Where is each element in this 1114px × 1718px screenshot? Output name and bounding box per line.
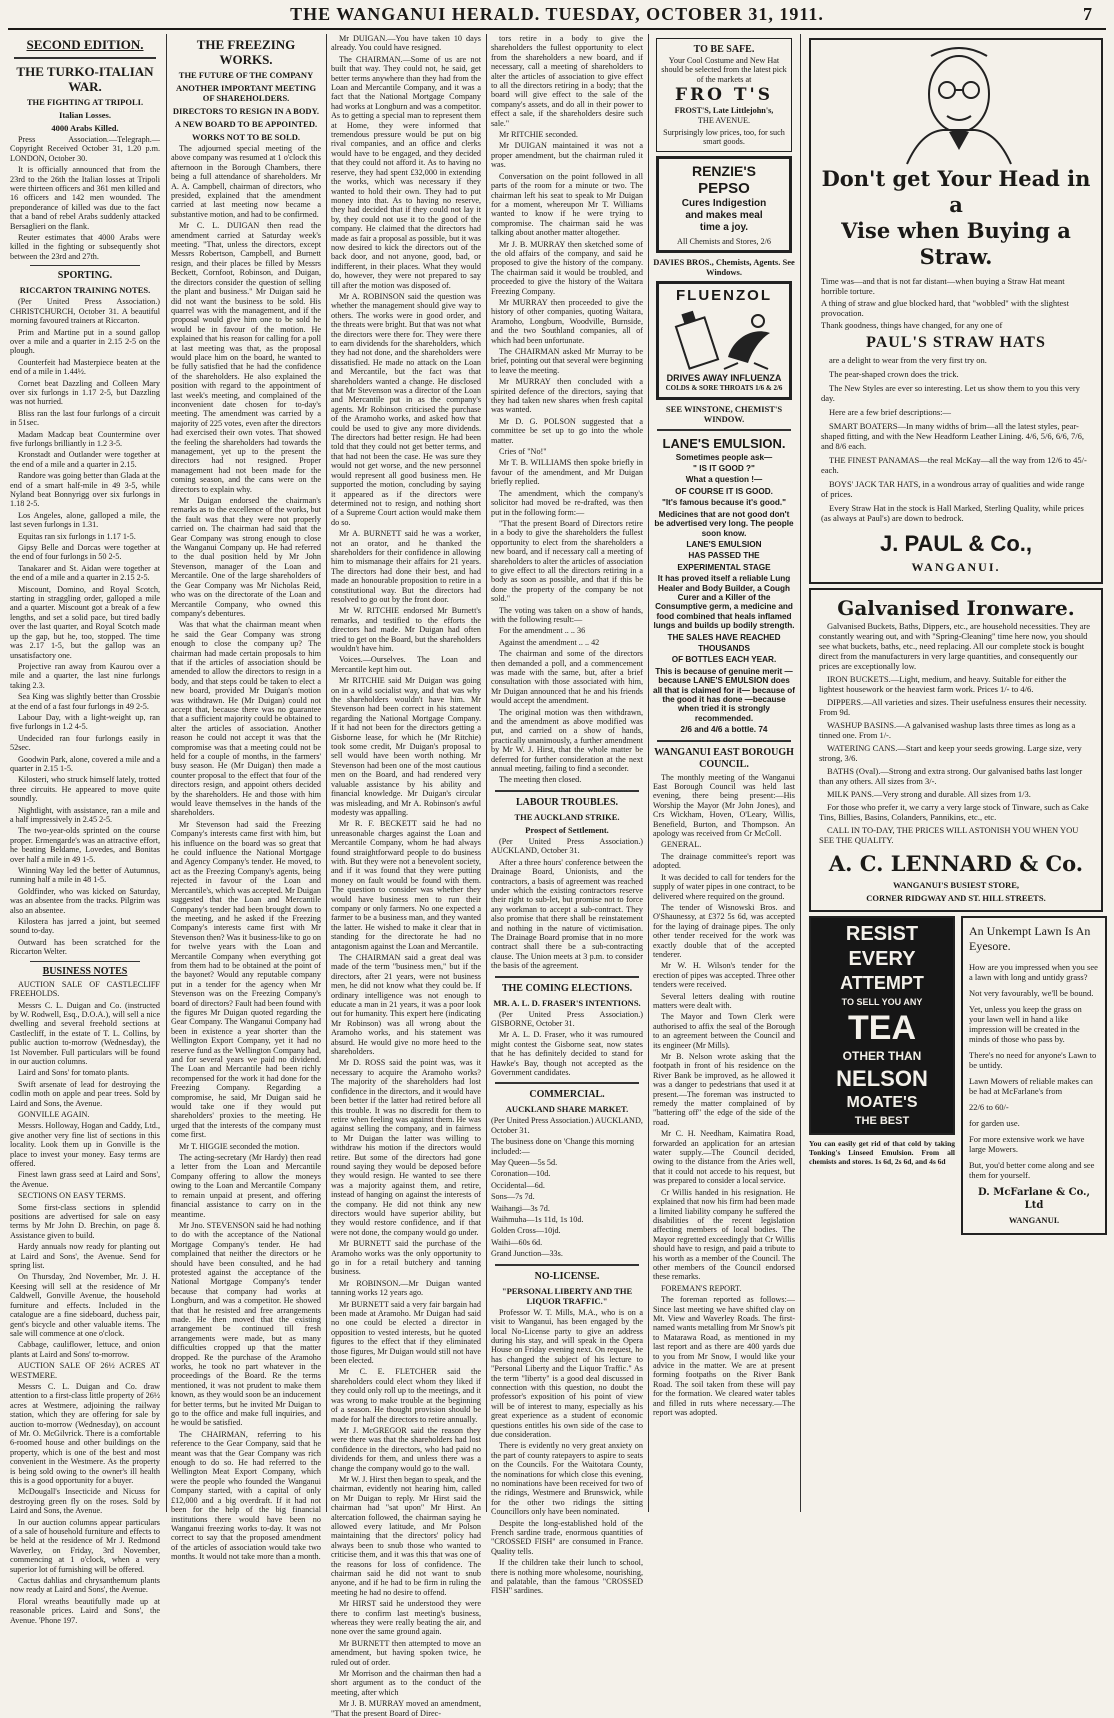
- paragraph: Mr J. McGREGOR said the reason they were there was that the shareholders had lost confidence in the directors, who had paid no dividends for them, and unless there was a change the company would go to the wall.: [331, 1425, 481, 1473]
- share-line: Occidental—6d.: [491, 1180, 545, 1190]
- paragraph: Mr C. L. DUIGAN then read the amendment carried at Saturday week's meeting. "That, unless the directors, except Messrs Robertson, Campbell, and Burnett resign, and their places be filled by Messrs Beckett, Cornfoot, Robinson, and Duigan, the directors consider the question of selling the plant and business." Mr Duigan said he did not want the business to be sold. His quarrel was with the management, and if the proposal would give him one to be sold he would be in favour of the motion. He explained that his reason for calling for a poll at last meeting was that, as the proposal would place him on the board, he wanted to be fully satisfied that he had the confidence of the shareholders. He also explained the position with regard to the appointment of last week's meeting, and complained of the inconvenient date chosen for to-day's meeting. The amendment was carried by a majority of 225 votes, even after the directors had exercised their own votes. That showed the feeling the shareholders had towards the management, yet up to the present the directors had not resigned. Proper management had not been made for the coming season, and the cans were on the directors to explain why.: [171, 221, 321, 494]
- column-3: [331, 34, 481, 1718]
- paragraph: SECTIONS ON EASY TERMS.: [18, 1191, 126, 1201]
- lane-line: "It's famous because it's good.": [661, 498, 787, 508]
- paragraph: Mr C. E. FLETCHER said the shareholders could elect whom they liked if they could only roll up to the meetings, and it was wrong to make trouble at the beginning of a season. He thought provision should be made for half the directors to retire annually.: [331, 1367, 481, 1424]
- paragraph: Projective ran away from Kaurou over a mile and a quarter, the last nine furlongs taking 2.3.: [10, 661, 160, 690]
- license-article: [491, 1308, 643, 1596]
- paragraph: Thank goodness, things have changed, for any one of: [821, 320, 1003, 330]
- paragraph: A thing of straw and glue blocked hard, that "wobbled" with the slightest provocation.: [821, 298, 1069, 318]
- paragraph: There is evidently no very great anxiety on the part of county ratepayers to aspire to seats on the Councils. For the Waitotara County, the nominations for which close this evening, no nominations have been received for two of the ridings, Westmere and Brunswick, while for the other two ridings the sitting Councillors only have been nominated.: [491, 1441, 643, 1517]
- paragraph: Messrs. Holloway, Hogan and Caddy, Ltd., give another very fine list of sections in this locality. Look them up in Gonville is the place to invest your money. Easy terms are offered.: [10, 1121, 160, 1168]
- paragraph: Kilostera has jarred a joint, but seemed sound to-day.: [10, 917, 160, 936]
- paragraph: Despite the long-established hold of the French sardine trade, enormous quantities of "CROSSED FISH" are consumed in France. Quality tells.: [491, 1518, 643, 1556]
- lane-line: THE SALES HAVE REACHED: [667, 632, 781, 642]
- paragraph: Mr Stevenson had said the Freezing Company's interests came first with him, but his influence on the board was so great that he could influence the National Mortgage and Agency Company's tender. He moved, to act as the Freezing Company's agents, being rejected in favour of the Loan and Mercantile's, which was accepted. Mr Duigan suggested that the Loan and Mercantile Company's tender had been brought down to the meeting, and he asked if the Freezing Company's interests came first with Mr Stevenson then? Was it business-like to go on for twelve years with the Loan and Mercantile Company when everything got from them had to be obtained at the point of the bayonet? Would any reputable company put in a tender for the agency when Mr Stevenson was on the Freezing Company's board of directors? Fault had been found with the figures Mr Duigan quoted regarding the Gear Company. The Wanganui Company had been in existence a year shorter than the Wellington Export Company, yet it had no reserve fund as the Wellington Company had, and for several years we paid no dividend. The Loan and Mercantile had been richly recompensed for the work it had done for the Freezing Company. Regarding a compromise, he said, Mr Duigan said he would take one if they would put shareholders' proxies to the meeting. He urged that the interests of the company must come first.: [171, 819, 321, 1140]
- paragraph: are a delight to wear from the very first try on.: [829, 355, 987, 365]
- column-rule: [166, 34, 167, 1512]
- paragraph: Mr Jno. STEVENSON said he had nothing to do with the acceptance of the National Mortgage Company's tender. He had complained that neither the directors or he should have been consulted, and he had protested against the acceptance of the National Mortgage Company's tender because that company had works at Longburn, and was a competitor. He showed that that he resisted and free arrangements made. He then moved that the existing arrangement be continued till fresh arrangements were made, but as many difficulties cropped up that the matter dropped. Re the purchase of the Aramoho works, he took no part whatever in the proceedings of the Board. Re the terms mentioned, it was not prudent to make them known, as they would soon be an inducement for better terms, but he invited Mr Duigan to go to the office and make full inquiries, and he would be satisfied.: [171, 1220, 321, 1428]
- paragraph: For the amendment .. .. 36: [499, 626, 586, 636]
- share-line: May Queen—5s 5d.: [491, 1158, 558, 1168]
- paragraph: Cornet beat Dazzling and Colleen Mary over six furlongs in 1.17 2-5, but Dazzling was not hurried.: [10, 378, 160, 407]
- lane-line: OF BOTTLES EACH YEAR.: [671, 655, 777, 665]
- paragraph: BATHS (Oval).—Strong and extra strong. Our galvanised baths last longer than any others. All sizes from 3/-.: [819, 766, 1083, 786]
- paragraph: GONVILLE AGAIN.: [18, 1109, 90, 1119]
- paragraph: The New Styles are ever so interesting. Let us show them to you this very day.: [821, 383, 1080, 403]
- paragraph: Every Straw Hat in the stock is Hall Marked, Sterling Quality, while prices (as always at Paul's) are down to bedrock.: [821, 503, 1084, 523]
- lennard-name: A. C. LENNARD & Co.: [828, 851, 1084, 876]
- paragraph: SMART BOATERS—In many widths of brim—all the latest styles, pear-shaped fitting, and with the New Headform Leather Lining. 4/6, 5/6, 6/6, 7/6, and 8/6 each.: [821, 421, 1084, 451]
- freezing-article: [171, 144, 321, 1562]
- paragraph: Mr R. F. BECKETT said he had no unreasonable charges against the Loan and Mercantile Company, whom he had always found straightforward people to do business with. But they were not a benevolent society, and if it was found that they were putting money on fault would be found with them. The question to consider was whether they would have business men to run their company or only farmers. No one expected a farmer to be a business man, and they wanted the latter. He wished to make it clear that in standing for the directorate he had no antagonism against the Loan and Mercantile.: [331, 819, 481, 951]
- paragraph: Mr D. G. POLSON suggested that a committee be set up to go into the whole matter.: [491, 416, 643, 445]
- paragraph: Kilosteri, who struck himself lately, trotted three circuits. He appeared to move quite soundly.: [10, 775, 160, 804]
- paragraph: The Mayor and Town Clerk were authorised to affix the seal of the Borough to an agreement between the Council and its engineer (Mr Mills).: [653, 1012, 795, 1050]
- license-subheading: "PERSONAL LIBERTY AND THE LIQUOR TRAFFIC.": [501, 1285, 633, 1306]
- pepso-line: and makes meal: [685, 209, 763, 221]
- paragraph: WASHUP BASINS.—A galvanised washup lasts three times as long as a tinned one. From 1/-.: [819, 720, 1076, 740]
- paragraph: Professor W. T. Mills, M.A., who is on a visit to Wanganui, has been engaged by the local No-License party to give an address during his stay, and will speak in the Opera House on Friday evening next. On request, he has changed the subject of his lecture to "Personal Liberty and the Liquor Traffic." As the term "liberty" is a good deal discussed in connection with this question, no doubt the professor's exposition of his point of view will be of interest to many, especially as his great experience as a student of economic questions entitles his own side of the case to due consideration.: [491, 1307, 643, 1439]
- share-line: Sons—7s 7d.: [491, 1192, 535, 1202]
- galv-headline: Galvanised Ironware.: [837, 596, 1075, 620]
- rule: [495, 1264, 639, 1266]
- mcfarlane-advert: [961, 916, 1107, 1235]
- lawn-line: 22/6 to 60/-: [969, 1102, 1009, 1112]
- paragraph: Cries of "No!": [499, 447, 547, 457]
- freezing-subheading: DIRECTORS TO RESIGN IN A BODY.: [172, 106, 320, 116]
- paragraph: Mr RITCHIE said Mr Duigan was going on in a wild socialist way, and that was why the shareholders wouldn't have him. Mr Stevenson had been correct in his statement regarding the National Mortgage Company. If it had not been for the directors getting a Gisborne lease, for which he (Mr Ritchie) took some credit, Mr Duigan's proposal to sell would have been worth nothing. Mr Stevenson had been one of the most cautious men on the Board, and had rendered very valuable assistance by his ability and financial knowledge. Mr Duigan's circular was misleading, and Mr A. Robinson's awful modesty was appalling.: [331, 676, 481, 817]
- council-article: [653, 773, 795, 1418]
- share-line: Waihmuha—1s 11d, 1s 10d.: [491, 1215, 584, 1225]
- lawn-line: There's no need for anyone's Lawn to be untidy.: [969, 1050, 1097, 1070]
- share-line: Coronation—10d.: [491, 1169, 551, 1179]
- paragraph: The tender of Wisnowski Bros. and O'Shaunessy, at £372 5s 6d, was accepted for the laying of drainage pipes. The only other tender received for the work was exactly double that of the accepted tenderer.: [653, 902, 795, 959]
- business-heading: BUSINESS NOTES: [42, 965, 128, 977]
- lane-line: THOUSANDS: [698, 643, 750, 653]
- column-rule: [486, 34, 487, 1512]
- pauls-heading: PAUL'S STRAW HATS: [866, 334, 1046, 351]
- commercial-article: [491, 1116, 643, 1258]
- paragraph: AUCTION SALE OF 26½ ACRES AT WESTMERE.: [10, 1361, 160, 1380]
- paragraph: Cabbage, cauliflower, lettuce, and onion plants at Laird and Sons' to-morrow.: [10, 1340, 160, 1359]
- masthead-title: THE WANGANUI HERALD. TUESDAY, OCTOBER 31, 1911.: [290, 4, 824, 24]
- paragraph: Hardy annuals now ready for planting out at Laird and Sons', the Avenue. Send for spring list.: [10, 1242, 160, 1271]
- lane-line: What a question !—: [685, 475, 763, 485]
- paragraph: Mr Morrison and the chairman then had a short argument as to the conduct of the meeting, after which: [331, 1669, 481, 1697]
- lane-line: OF COURSE IT IS GOOD.: [675, 486, 773, 496]
- paragraph: Outward has been scratched for the Riccarton Welter.: [10, 937, 160, 957]
- tea-word: TEA: [848, 1009, 916, 1047]
- lawn-headline: An Unkempt Lawn Is An Eyesore.: [969, 924, 1091, 953]
- paragraph: The amendment, which the company's solicitor had moved be re-drafted, was then put in the following form:—: [491, 488, 643, 517]
- paragraph: Mr T. B. WILLIAMS then spoke briefly in favour of the amendment, and Mr Duigan briefly replied.: [491, 458, 643, 487]
- lawn-line: How are you impressed when you see a lawn with long and untidy grass?: [969, 962, 1098, 982]
- tea-word: EVERY: [848, 948, 916, 970]
- pepso-name: PEPSO: [698, 179, 750, 197]
- paragraph: McDougall's Insecticide and Nicuss for destroying green fly on the roses. Sold by Laird and Sons, the Avenue.: [10, 1487, 160, 1516]
- paragraph: Bliss ran the last four furlongs of a circuit in 51sec.: [10, 408, 160, 428]
- freezing-heading: THE FREEZING WORKS.: [196, 37, 296, 67]
- lawn-line: But, you'd better come along and see them for yourself.: [969, 1160, 1095, 1180]
- masthead: [0, 4, 1114, 28]
- lane-heading: LANE'S EMULSION.: [662, 435, 786, 451]
- rule: [495, 976, 639, 978]
- paul-advert: [809, 38, 1103, 584]
- share-line: The business done on 'Change this morning included:—: [491, 1137, 634, 1156]
- freezing-article-end: [491, 34, 643, 785]
- paragraph: Madam Madcap beat Countermine over five furlongs brilliantly in 1.2 3-5.: [10, 429, 160, 448]
- labour-subheading: Prospect of Settlement.: [525, 824, 609, 835]
- council-heading: WANGANUI EAST BOROUGH COUNCIL.: [654, 746, 794, 770]
- fluenzol-line: COLDS & SORE THROATS 1/6 & 2/6: [665, 384, 783, 393]
- paragraph: The monthly meeting of the Wanganui East Borough Council was held last evening, there being present:—His Worship the Mayor (Mr John Jones), and Crs Wickham, Hoven, O'Leary, Willis, Benefield, Burton, and Thompson. An apology was received from Cr McColl.: [653, 772, 795, 839]
- fluenzol-line: DRIVES AWAY INFLUENZA: [666, 373, 782, 384]
- paragraph: Randore was going better than Glada at the end of a smart half-mile in 49 3-5, while Nyland beat Bonnyrigg over six furlongs in 1.18 2-5.: [10, 471, 160, 509]
- paragraph: It is officially announced that from the 23rd to the 26th the Italian losses at Tripoli were thirteen officers and 361 men killed and 16 officers and 142 men wounded. The preponderance of killed was due to the fact that a band of rebel Arabs suddenly attacked Bersaglieri on the flank.: [10, 165, 160, 231]
- paragraph: On Thursday, 2nd November, Mr. J. H. Keesing will sell at the residence of Mr Caldwell, Gonville Avenue, the household furniture and effects. Included in the catalogue are a fine sideboard, duchess pair, gent's bicycle and other valuable items. The sale will commence at one o'clock.: [10, 1272, 160, 1338]
- paragraph: Undecided ran four furlongs easily in 52sec.: [10, 733, 160, 753]
- lane-line: Sometimes people ask—: [675, 452, 773, 462]
- paragraph: Mr BURNETT said the purchase of the Aramoho works was the only opportunity to go in for a retail butchery and tanning business.: [331, 1239, 481, 1277]
- paragraph: It was decided to call for tenders for the supply of water pipes in one contract, to be delivered where required on the ground.: [653, 872, 795, 901]
- rule: [657, 429, 791, 431]
- column-6: [806, 34, 1106, 1512]
- paragraph: Mr D. ROSS said the point was, was it necessary to acquire the Aramoho works? The majority of the shareholders had lost confidence in the directors, and it would have been better if the latter had retired before all this trouble. It was no discredit for them to retire when feeling was against them. He was against selling the company, and in fairness to Mr Duigan the latter was willing to withdraw his motion if the directors would retire. But some of the directors had gone round saying they would be deposed before they would resign. He wanted to see there was a majority against them, and retire, instead of hanging on against the interests of the company. He did not think any new directors would have superior ability, but they would restore confidence, and if that were not done, the company would go under.: [331, 1058, 481, 1237]
- page-number: 7: [1083, 4, 1092, 24]
- paragraph: Mr DUIGAN maintained it was not a proper amendment, but the chairman ruled it was.: [491, 141, 643, 170]
- fluenzol-bottle-illustration: [664, 307, 784, 371]
- rule: [14, 57, 156, 59]
- paragraph: Against the amendment .. .. 42: [499, 637, 600, 647]
- elections-heading: THE COMING ELECTIONS.: [501, 982, 633, 994]
- business-article: [10, 980, 160, 1625]
- paragraph: FOREMAN'S REPORT.: [661, 1283, 742, 1293]
- paragraph: Here are a few brief descriptions:—: [829, 407, 952, 417]
- share-line: Golden Cross—10jd.: [491, 1226, 561, 1236]
- frost-heading: TO BE SAFE.: [693, 44, 755, 55]
- paragraph: The chairman and some of the directors then demanded a poll, and a commencement was made with the same, but, after a brief consultation with those associated with him, Mr Duigan announced that he and his friends would accept the amendment.: [491, 649, 643, 706]
- lawn-article: [969, 962, 1099, 1180]
- paragraph: The acting-secretary (Mr Hardy) then read a letter from the Loan and Mercantile Company offering to allow the moneys owing to the Loan and Mercantile Company to remain unpaid at present, and offering financial assistance to carry on in the meantime.: [171, 1153, 321, 1219]
- paragraph: Messrs C. L. Duigan and Co. draw attention to a first-class little property of 26½ acres at Westmere, adjoining the railway station, which they are offering for sale by auction to-morrow (Wednesday), on account of Mr. O. McGilvrick. There is a comfortable 6-roomed house and other buildings on the property, which is one of the best and most convenient in the Westmere. As the property is being sold owing to the owner's ill health this is a good opportunity for a buyer.: [10, 1381, 160, 1485]
- lawn-line: Lawn Mowers of reliable makes can be had at McFarlane's from: [969, 1076, 1093, 1096]
- labour-subheading: THE AUCKLAND STRIKE.: [514, 811, 620, 822]
- paragraph: Messrs C. L. Duigan and Co. (instructed by W. Rodwell, Esq., D.O.A.), will sell a nice dwelling and several freehold sections at Castlecliff, in the estate of T. L. Collins, by public auction to-morrow (Wednesday), the 1st November. Full particulars will be found in our auction columns.: [10, 1000, 160, 1066]
- paragraph: Tanakarer and St. Aidan were together at the end of a mile and a quarter in 2.15 2-5.: [10, 563, 160, 583]
- lane-line: 2/6 and 4/6 a bottle. 74: [680, 725, 768, 735]
- paragraph: Mr W. J. Hirst then began to speak, and the chairman, evidently not hearing him, called on Mr Duigan to reply. Mr Hirst said the chairman had "sat upon" Mr Hirst. An altercation followed, the chairman saying he allowed every latitude, and Mr Polson maintaining that the directors' policy had always been to snub those who wanted to criticise them, and it was this that was one of the reasons for loss of confidence. The chairman said he did not want to snub anyone, and if he had to be firm in ruling the meeting he had no desire to offend.: [331, 1474, 481, 1597]
- paragraph: Goodwin Park, alone, covered a mile and a quarter in 2.15 1-5.: [10, 754, 160, 773]
- edition-heading: SECOND EDITION.: [26, 37, 144, 52]
- tea-advert: [809, 916, 955, 1135]
- pepso-line: time a joy.: [699, 221, 749, 233]
- paragraph: The CHAIRMAN.—Some of us are not built that way. They could not, he said, get better terms anywhere than they had from the Loan and Mercantile Company, and it was a fact that the National Mortgage Company had works at Longburn and was a competitor. As to getting a special man to represent them at Home, they were informed that tremendous pressure would be put on big rival companies, and an office and clerks would have to be engaged, and they decided that they could not afford it. As to having no reserve, they had spent £32,000 in extending the works, which was necessary if they wanted to hold their own. They had to put money into that. As to having no reserve, they had decided that if they could not lay it by, they could not use it to the good of the company. He claimed that the directors had made as fair a proposal as possible, but it was now desired to kick the directors out of the back door, and not anyone, good, bad, or indifferent, in their places. What they would do, however, they were not prepared to say till after the motion was disposed of.: [331, 54, 481, 290]
- paragraph: Kronstadt and Outlander were together at the end of a mile and a quarter in 2.15.: [10, 450, 160, 469]
- paragraph: Mr C. H. Needham, Kaimatira Road, forwarded an application for an artesian water supply.—The Council decided, owing to the distance from the Aries well, that it could not accede to his request, but was prepared to consider a local service.: [653, 1129, 795, 1186]
- pepso-advert: [656, 156, 792, 253]
- paragraph: If the children take their lunch to school, there is nothing more wholesome, nourishing, and palatable, than the famous "CROSSED FISH" sardines.: [491, 1558, 643, 1596]
- column-rule: [326, 34, 327, 1512]
- paragraph: The meeting then closed.: [499, 775, 582, 785]
- tea-word: MOATE'S: [846, 1094, 918, 1111]
- paragraph: GENERAL.: [661, 840, 702, 850]
- rule: [657, 740, 791, 742]
- paragraph: AUCTION SALE OF CASTLECLIFF FREEHOLDS.: [10, 979, 160, 999]
- winstone-line: SEE WINSTONE, CHEMIST'S WINDOW.: [665, 403, 783, 424]
- paragraph: After a three hours' conference between the Drainage Board, Unionists, and the contractors, a basis of agreement was reached under which the existing contractors reserve their right to sub-let, but promise not to force any workman to accept a sub-contract. They also promise that there shall be reinstatement and nothing in the nature of victimisation. The Drainage Board promise that in no more contract shall there be a sub-contracting clause. The Union meets at 3 p.m. to consider the basis of the agreement.: [491, 857, 643, 971]
- paragraph: The two-year-olds sprinted on the course proper. Ermengarde's was an attractive effort, he beating Beldame, Lovedes, and Bonitas over half a mile in 49 1-5.: [10, 826, 160, 864]
- davies-line: DAVIES BROS., Chemists, Agents. See Windows.: [653, 257, 795, 278]
- rule: [30, 265, 140, 266]
- elections-subheading: MR. A. L. D. FRASER'S INTENTIONS.: [493, 997, 641, 1008]
- fluenzol-advert: [656, 281, 792, 399]
- paragraph: The CHAIRMAN said a great deal was made of the term "business men," but if the directors, after 21 years, were not business men, he did not know what they could be. If ordinary intelligence was not enough to educate a man in 21 years, it was a poor look out for humanity. This expert here (indicating Mr Robinson) was all wrong about the Aramoho works, and his statement was absurd. He would give no more heed to the shareholders.: [331, 953, 481, 1057]
- tea-word: ATTEMPT: [840, 973, 924, 993]
- paragraph: (Per United Press Association.) AUCKLAND, October 31.: [491, 836, 643, 856]
- freezing-article-continued: [331, 34, 481, 1718]
- paragraph: Miscount, Domino, and Royal Scotch, starting in straggling order, galloped a mile and a quarter. Miscount got a break of a few lengths, and set a solid pace, but tired badly over the last quarter, and Royal Scotch made up the gap, but he, too, stopped. The time was 2.17 1-5, but the gallop was an unsatisfactory one.: [10, 584, 160, 660]
- bottom-adverts: [809, 916, 1103, 1286]
- pepso-brand: RENZIE'S: [691, 162, 756, 179]
- frost-advert: [656, 38, 792, 152]
- man-portrait-illustration: [821, 46, 1097, 166]
- paragraph: Mr T. HIGGIE seconded the motion.: [179, 1141, 300, 1151]
- paragraph: tors retire in a body to give the shareholders the fullest opportunity to elect from the shareholders a new board, and if necessary, call a meeting of shareholders to alter the articles of association to give effect to all the directors retiring in a body; that the board will give effect to the sale of the company's assets, and do all in their power to effect a sale, if the shareholders desire such sale.": [491, 34, 643, 128]
- paragraph: Several letters dealing with routine matters were dealt with.: [653, 991, 795, 1010]
- column-rule: [648, 34, 649, 1512]
- paragraph: Winning Way led the better of Autumnus, running half a mile in 48 1-5.: [10, 866, 160, 885]
- paragraph: Sea King was slightly better than Crossbie at the end of a fast four furlongs in 49 2-5.: [10, 692, 160, 711]
- pauls-article: [821, 355, 1091, 523]
- paragraph: Mr Duigan endorsed the chairman's remarks as to the excellence of the works, but the fault was that they were not properly carried on. The chairman had said that the Gear Company was strong enough to close the Wanganui Company up. He had referred to the dual position held by Mr John Stevenson, manager of the Loan and Mercantile. One of the large shareholders of the Gear Company was Mr Nicholas Reid, who was on the directorate of the Loan and Mercantile Company, who owned this company's debentures.: [171, 496, 321, 618]
- lane-line: EXPERIMENTAL STAGE: [677, 562, 771, 572]
- column-2: [171, 34, 321, 1562]
- paragraph: Goldfinder, who was kicked on Saturday, was an absentee from the tracks. Pilgrim was also an absentee.: [10, 886, 160, 915]
- paragraph: The drainage committee's report was adopted.: [653, 851, 795, 871]
- paragraph: The CHAIRMAN, referring to his reference to the Gear Company, said that he meant was that the Gear Company was rich enough to do so. He had referred to the Wellington Meat Export Company, which were the people who founded the Wanganui Company started, with a capital of only £12,000 and a big overdraft. If it had not been for the help of the big financial institutions there would have been no Wanganui freezing works to-day. It was not correct to say that the proposed amendment of the articles of association would take two months. It would not take more than a month.: [171, 1429, 321, 1562]
- commercial-subheading: AUCKLAND SHARE MARKET.: [505, 1104, 629, 1115]
- lane-line: It has proved itself a reliable Lung Healer and Body Builder, a Cough Curer and a Killer of the Consumptive germ, a medicine and food combined that heals inflamed lungs and builds up bodily strength.: [653, 574, 795, 631]
- share-line: (Per United Press Association.) AUCKLAND, October 31.: [491, 1116, 643, 1135]
- share-line: Grand Junction—33s.: [491, 1249, 563, 1259]
- paragraph: Mr A. BURNETT said he was a worker, not an orator, and he thanked the shareholders for their confidence in allowing him to mismanage their affairs for 21 years. The directors had done their best, and had made an honourable proposition to retire in a constitutional way. But the directors had resolved to go out by the front door.: [331, 529, 481, 604]
- paragraph: "That the present Board of Directors retire in a body to give the shareholders the fullest opportunity to elect from the shareholders a new board, and if necessary call a meeting of shareholders to alter the articles of association to give effect to all the directors retiring in a body as soon as possible, and that if this be done the property of the company be not sold.": [491, 518, 643, 604]
- paragraph: Some first-class sections in splendid positions are advertised for sale on easy terms by Mr John D. Brechin, on page 8. Assistance given to build.: [10, 1202, 160, 1240]
- rule: [495, 1082, 639, 1084]
- paragraph: DIPPERS.—All varieties and sizes. Their usefulness ensures their necessity. From 9d.: [819, 697, 1087, 717]
- sporting-subheading: RICCARTON TRAINING NOTES.: [19, 285, 151, 296]
- tea-advert-wrap: [809, 916, 955, 1166]
- paragraph: Floral wreaths beautifully made up at reasonable prices. Laird and Sons', the Avenue. 'Phone 197.: [10, 1596, 160, 1625]
- sporting-heading: SPORTING.: [57, 270, 113, 282]
- paragraph: Mr RITCHIE seconded.: [499, 130, 578, 140]
- paragraph: Mr ROBINSON.—Mr Duigan wanted tanning works 12 years ago.: [331, 1278, 481, 1298]
- paragraph: The foreman reported as follows:—Since last meeting we have shifted clay on Mt. View and Waverley Roads. The first-named wants metalling from Mr Snow's pit to Matarawa Road, as mentioned in my last report and as there are 400 yards due to you from Mr Snow, I would like your advice in the matter. We are at present forming footpaths on the River Bank Road. The soil taken from these will pay for the formation. We cleared water tables and filled in ruts where necessary.—The report was adopted.: [653, 1295, 796, 1418]
- paragraph: Mr A. ROBINSON said the question was whether the management should give way to others. The works were in good order, and the threats were bright. But that was not what the directors were there for. They were there to earn dividends for the shareholders, which they had not done, and the shareholders were dissatisfied. He made no attack on the Loan and Mercantile, but the fact was that shareholders wanted a change. He disclosed that Mr Stevenson was a director of the Loan and Mercantile put in as the company's agents. Mr Robinson criticised the purchase of the Aramoho works, and asked how that could be used to give any more dividends. The directors had better resign. He had been told that they could not get better terms, and that had not been the case. He was sure they would not get worse, and the new personnel would represent all good business men. He supported the motion, concluding by saying it appeared as if the directors were determined not to resign, and nothing short of a Supreme Court action would make them do so.: [331, 291, 481, 527]
- paragraph: Nightlight, with assistance, ran a mile and a half impressively in 2.45 2-5.: [10, 805, 160, 824]
- paragraph: Mr DUIGAN.—You have taken 10 days already. You could have resigned.: [331, 34, 481, 53]
- paragraph: Mr HIRST said he understood they were there to confirm last meeting's business, whereas they were really beating the air, and none over the same ground again.: [331, 1599, 481, 1637]
- paragraph: Swift arsenate of lead for destroying the codlin moth on apple and pear trees. Sold by Laird and Sons, the Avenue.: [10, 1079, 160, 1108]
- paragraph: Cactus dahlias and chrysanthemum plants now ready at Laird and Sons', the Avenue.: [10, 1576, 160, 1595]
- paragraph: Gipsy Belle and Dorcas were together at the end of four furlongs in 50 2-5.: [10, 543, 160, 562]
- paragraph: The CHAIRMAN asked Mr Murray to be brief, pointing out that several were beginning to leave the meeting.: [491, 347, 643, 375]
- tea-word: NELSON: [836, 1066, 928, 1091]
- paragraph: The original motion was then withdrawn, and the amendment as above modified was put, and carried on a show of hands, practically unanimously, a further amendment by Mr W. J. Hirst, that the whole matter be deferred for further consideration at the next annual meeting, failing to find a seconder.: [491, 707, 643, 774]
- sporting-article: [10, 297, 160, 956]
- tea-word: TO SELL YOU ANY: [841, 997, 923, 1007]
- lawn-line: Not very favourably, we'll be bound.: [969, 988, 1094, 998]
- lane-line: Medicines that are not good don't be advertised very long. The people soon know.: [654, 509, 794, 538]
- mcfarlane-name: D. McFarlane & Co., Ltd: [977, 1187, 1091, 1211]
- paul-town: WANGANUI.: [911, 560, 1001, 574]
- paragraph: The pear-shaped crown does the trick.: [829, 369, 959, 379]
- paragraph: MILK PANS.—Very strong and durable. All sizes from 1/3.: [827, 789, 1031, 799]
- freezing-subheading: WORKS NOT TO BE SOLD.: [192, 132, 300, 142]
- license-heading: NO-LICENSE.: [534, 1270, 600, 1282]
- fluenzol-name: FLUENZOL: [676, 287, 772, 305]
- paul-headline: Don't get Your Head in a: [821, 166, 1091, 217]
- paragraph: Mr A. L. D. Fraser, who it was rumoured might contest the Gisborne seat, now states that he has definitely decided to stand for Hawke's Bay, though not accepted as the Government candidates.: [491, 1030, 643, 1077]
- column-rule: [800, 34, 801, 1512]
- freezing-subheading: THE FUTURE OF THE COMPANY: [178, 70, 314, 80]
- column-4: [491, 34, 643, 1596]
- tea-word: OTHER THAN: [842, 1049, 922, 1063]
- paragraph: Cr Willis handed in his resignation. He explained that now his firm had been made a limited liability company he suffered the disabilities of the recent legislation affecting members of local bodies. The Mayor regretted exceedingly that Cr Willis should have to resign, and paid a tribute to his worth as a member of the Council. The other members of the Council endorsed these remarks.: [653, 1187, 795, 1282]
- paragraph: Mr J. B. MURRAY moved an amendment, "That the present Board of Direc-: [331, 1699, 481, 1718]
- war-heading: THE TURKO-ITALIAN WAR.: [16, 64, 154, 94]
- frost-text: Your Cool Costume and New Hat should be selected from the latest pick of the markets at: [661, 56, 787, 84]
- frost-address: FROST'S, Late Littlejohn's,: [674, 106, 774, 116]
- paragraph: In our auction columns appear particulars of a sale of household furniture and effects to be held at the residence of Mr J. Redmond Waverley, on Friday, 3rd November, commencing at 1 o'clock, when a very superior lot of furnishing will be offered.: [10, 1517, 160, 1574]
- paul-headline: Vise when Buying a Straw.: [841, 218, 1071, 269]
- paragraph: Mr MURRAY then proceeded to give the history of other companies, quoting Waitara, Aramoho, Longburn, Woodville, Burnside, and the two Southland companies, all of which had been unfortunate.: [491, 297, 643, 345]
- paragraph: Voices.—Ourselves. The Loan and Mercantile kept him out.: [331, 655, 481, 674]
- paragraph: (Per United Press Association.) GISBORNE, October 31.: [491, 1009, 643, 1028]
- war-subheading: THE FIGHTING AT TRIPOLI.: [26, 97, 144, 107]
- paragraph: For those who prefer it, we carry a very large stock of Tinware, such as Cake Tins, Billies, Basins, Colanders, Pannikins, etc., etc.: [819, 802, 1089, 822]
- labour-article: [491, 837, 643, 971]
- paragraph: (Per United Press Association.) CHRISTCHURCH, October 31. A beautiful morning favoured trainers at Riccarton.: [10, 297, 160, 326]
- tonking-line: You can easily get rid of that cold by taking Tonking's Linseed Emulsion. From all chemists and stores. 1s 6d, 2s 6d, and 4s 6d: [809, 1139, 955, 1166]
- share-line: Waihangi—3s 7d.: [491, 1203, 550, 1213]
- masthead-rule: [8, 28, 1106, 30]
- paul-firm: J. PAUL & Co.,: [880, 531, 1032, 556]
- paragraph: Prim and Martine put in a sound gallop over a mile and a quarter in 2.15 2-5 on the plough.: [10, 327, 160, 356]
- paragraph: Conversation on the point followed in all parts of the room for a minute or two. The chairman left his seat to speak to Mr Duigan for a moment, whereupon Mr T. Williams wanted to know if he were trying to compromise. The chairman said he was talking about another matter altogether.: [491, 171, 643, 238]
- paragraph: Reuter estimates that 4000 Arabs were killed in the fighting or subsequently shot between the 23rd and 27th.: [10, 233, 160, 261]
- pepso-line: Cures Indigestion: [681, 197, 767, 209]
- paragraph: BOYS' JACK TAR HATS, in a wondrous array of qualities and wide range of prices.: [821, 479, 1085, 499]
- frost-text: Surprisingly low prices, too, for such smart goods.: [663, 128, 785, 147]
- column-1: [10, 34, 160, 1625]
- paragraph: Mr BURNETT said a very fair bargain had been made at Aramoho. Mr Duigan had said no one could be elected a director in opposition to vested interests, but he quoted figures to the effect that if they eliminated those figures, Mr Duigan would still not have been elected.: [331, 1299, 481, 1366]
- column-5: [653, 34, 795, 1512]
- freezing-subheading: ANOTHER IMPORTANT MEETING OF SHAREHOLDERS.: [175, 83, 317, 103]
- paragraph: The voting was taken on a show of hands, with the following result:—: [491, 605, 643, 624]
- paragraph: Mr W. RITCHIE endorsed Mr Burnett's remarks, and testified to the efforts the directors had made. Mr Duigan had often tried to get on the Board, but the shareholders wouldn't have him.: [331, 606, 481, 653]
- paragraph: Mr MURRAY then concluded with a spirited defence of the directors, saying that they had taken new shares when fresh capital was wanted.: [491, 377, 643, 415]
- commercial-heading: COMMERCIAL.: [529, 1089, 605, 1101]
- mcfarlane-town: WANGANUI.: [1008, 1215, 1060, 1225]
- paragraph: IRON BUCKETS.—Light, medium, and heavy. Suitable for either the lightest housework or the heaviest farm work. Prices 1/- to 4/6.: [819, 674, 1067, 694]
- frost-logo: FRO T'S: [674, 85, 774, 106]
- share-line: Waihi—60s 6d.: [491, 1237, 543, 1247]
- tea-word: RESIST: [845, 923, 919, 945]
- paragraph: THE FINEST PANAMAS—the real McKay—all the way from 12/6 to 45/- each.: [821, 455, 1087, 475]
- paragraph: Counterfeit had Masterpiece beaten at the end of a mile in 1.44½.: [10, 357, 160, 377]
- paragraph: Mr BURNETT then attempted to move an amendment, but having spoken twice, he ruled out of order.: [331, 1638, 481, 1667]
- paragraph: Equitas ran six furlongs in 1.17 1-5.: [18, 531, 136, 541]
- paragraph: Mr J. B. MURRAY then sketched some of the old affairs of the company, and said he proposed to give the history of the company. The chairman said it would be troubled, and proceeded to give the history of the Waitara Freezing Company.: [491, 239, 643, 296]
- lane-line: LANE'S EMULSION: [686, 539, 762, 549]
- tea-word: THE BEST: [854, 1115, 910, 1127]
- paragraph: Laird and Sons' for tomato plants.: [18, 1068, 130, 1078]
- war-subheading: Italian Losses.: [59, 110, 111, 120]
- rule: [495, 790, 639, 792]
- paragraph: Press Association.—Telegraph.—Copyright Received October 31, 1.20 p.m. LONDON, October 30.: [10, 135, 160, 163]
- freezing-subheading: A NEW BOARD TO BE APPOINTED.: [174, 119, 318, 129]
- galv-article: [819, 621, 1093, 845]
- paragraph: WATERING CANS.—Start and keep your seeds growing. Large size, very strong, 3/6.: [819, 743, 1082, 763]
- war-article: [10, 135, 160, 261]
- lennard-line: WANGANUI'S BUSIEST STORE,: [892, 880, 1020, 890]
- paragraph: Galvanised Buckets, Baths, Dippers, etc., are household necessities. They are constantly wearing out, and with "Spring-Cleaning" time here now, you should see what buckets, baths, etc., need replacing. All our complete stock is bought direct from the manufacturers in very large quantities, and consequently our prices are exceptionally low.: [819, 621, 1091, 671]
- lane-advert: [653, 453, 795, 735]
- paragraph: Time was—and that is not far distant—when buying a Straw Hat meant horrible torture.: [821, 276, 1065, 296]
- elections-article: [491, 1010, 643, 1078]
- lane-line: " IS IT GOOD ?": [693, 464, 755, 474]
- paragraph: The adjourned special meeting of the above company was resumed at 1 o'clock this afternoon in the Borough Chambers, there being a full attendance of shareholders. Mr A. A. Campbell, chairman of directors, who presided, explained that the amendment carried at last meeting now became a substantive motion, and had to be confirmed.: [171, 144, 321, 219]
- lawn-line: for garden use.: [969, 1118, 1020, 1128]
- paragraph: Finest lawn grass seed at Laird and Sons', the Avenue.: [10, 1170, 160, 1189]
- paragraph: Was that what the chairman meant when he said the Gear Company was strong enough to close the company up? The chairman had made certain proposals to him that if the articles of association should be amended to allow the directors to resign in a body, and that steps could be taken to elect a new board, provided Mr Duigan's motion was withdrawn. He (Mr Duigan) could not accept that, because there was no guarantee that a sufficient majority could be obtained to alter the articles of association. Another reason he could not accept it was that the compromise was that a meeting could not be held for a couple of months, in the farmers' busy season. He (Mr Duigan) then made a counter proposal to the effect that four of the directors resign, and appoint others decided by the shareholders. He and those with him would leave themselves in the hands of the shareholders.: [171, 620, 321, 818]
- lennard-advert: [809, 588, 1103, 912]
- lane-line: HAS PASSED THE: [688, 551, 760, 561]
- war-subheading: 4000 Arabs Killed.: [51, 123, 119, 133]
- lawn-line: For more extensive work we have large Mowers.: [969, 1134, 1085, 1154]
- paragraph: Labour Day, with a light-weight up, ran five furlongs in 1.2 4-5.: [10, 712, 160, 732]
- pepso-line: All Chemists and Stores, 2/6: [677, 236, 771, 246]
- lennard-line: CORNER RIDGWAY AND ST. HILL STREETS.: [866, 893, 1046, 903]
- labour-heading: LABOUR TROUBLES.: [515, 796, 619, 808]
- lane-line: This is because of genuine merit —because LANE'S EMULSION does all that is claimed for it— because of the good it has done —because when tried it is strongly recommended.: [653, 666, 795, 723]
- paragraph: CALL IN TO-DAY, THE PRICES WILL ASTONISH YOU WHEN YOU SEE THE QUALITY.: [819, 825, 1079, 845]
- rule: [30, 961, 140, 962]
- frost-address: THE AVENUE.: [697, 115, 751, 125]
- paragraph: Los Angeles, alone, galloped a mile, the last seven furlongs in 1.31.: [10, 510, 160, 530]
- paragraph: Mr B. Nelson wrote asking that the footpath in front of his residence on the River Bank be improved, as he allowed it was a danger to pedestrians that used it at present.—The foreman was instructed to remedy the matter complained of by "battering off" the edge of the side of the road.: [653, 1052, 795, 1127]
- paragraph: Mr W. H. Wilson's tender for the erection of pipes was accepted. Three other tenders were received.: [653, 961, 795, 990]
- lawn-line: Yet, unless you keep the grass on your lawn well in hand a like impression will be created in the minds of those who pass by.: [969, 1004, 1082, 1044]
